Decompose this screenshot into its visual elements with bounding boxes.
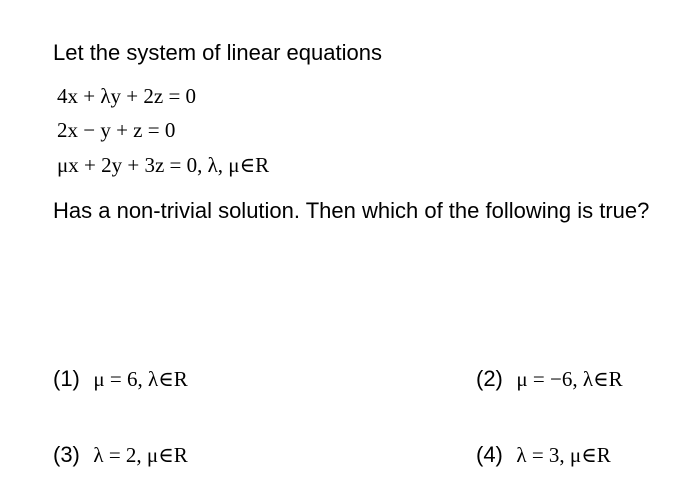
option-4-number: (4) (476, 442, 503, 467)
option-2-expression: μ = −6, λ∈R (516, 367, 623, 391)
equation-2: 2x − y + z = 0 (57, 118, 176, 142)
option-3-expression: λ = 2, μ∈R (93, 443, 188, 467)
question-intro: Let the system of linear equations (53, 40, 382, 65)
option-3-number: (3) (53, 442, 80, 467)
option-4-expression: λ = 3, μ∈R (516, 443, 611, 467)
option-3[interactable] (53, 442, 188, 468)
equation-1: 4x + λy + 2z = 0 (57, 84, 197, 108)
equation-3: μx + 2y + 3z = 0, λ, μ∈R (57, 153, 270, 177)
option-1-expression: μ = 6, λ∈R (93, 367, 188, 391)
option-2[interactable] (476, 366, 623, 392)
option-4[interactable] (476, 442, 611, 468)
question-prompt: Has a non-trivial solution. Then which of the following is true? (53, 198, 650, 223)
option-1[interactable] (53, 366, 188, 392)
option-2-number: (2) (476, 366, 503, 391)
option-1-number: (1) (53, 366, 80, 391)
